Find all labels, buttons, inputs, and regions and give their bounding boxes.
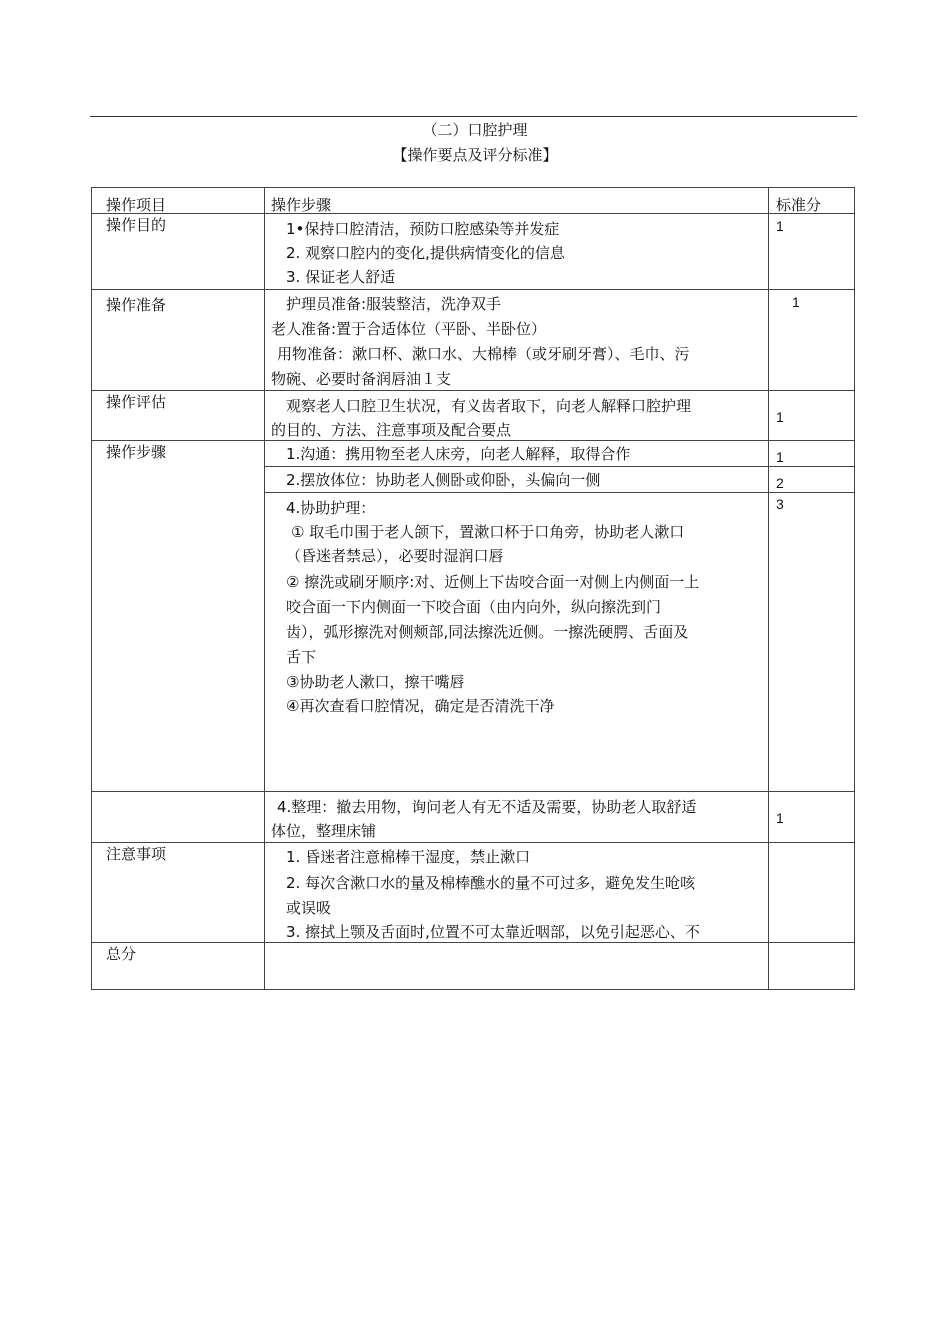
item-assess: 操作评估: [106, 393, 167, 411]
row-divider: [91, 791, 855, 792]
row-divider: [91, 842, 855, 843]
note-line: 3. 擦拭上颚及舌面时,位置不可太靠近咽部，以免引起恶心、不: [286, 923, 700, 941]
assist-line: ① 取毛巾围于老人颌下，置漱口杯于口角旁，协助老人漱口: [291, 523, 685, 541]
score-assess: 1: [776, 409, 784, 425]
top-rule: [90, 116, 857, 117]
prep-line: 老人准备:置于合适体位（平卧、半卧位）: [271, 320, 547, 338]
assist-line: （昏迷者禁忌），必要时湿润口唇: [286, 547, 504, 565]
assist-line: 舌下: [286, 648, 317, 666]
assist-line: ② 擦洗或刷牙顺序:对、近侧上下齿咬合面一对侧上内侧面一上: [286, 573, 700, 591]
header-steps: 操作步骤: [271, 196, 332, 214]
item-notes: 注意事项: [106, 845, 167, 863]
prep-line: 用物准备：漱口杯、漱口水、大棉棒（或牙刷牙膏）、毛巾、污: [277, 345, 690, 363]
note-line: 1. 昏迷者注意棉棒干湿度，禁止漱口: [286, 848, 531, 866]
score-purpose: 1: [776, 218, 784, 234]
assist-line: ③协助老人漱口，擦干嘴唇: [286, 673, 465, 691]
purpose-line: 2. 观察口腔内的变化,提供病情变化的信息: [286, 244, 565, 262]
row-divider: [91, 213, 855, 214]
header-item: 操作项目: [106, 196, 167, 214]
column-divider: [768, 187, 769, 990]
row-divider: [91, 390, 855, 391]
table-border-top: [91, 187, 855, 188]
page-subtitle: 【操作要点及评分标准】: [392, 146, 558, 164]
item-prep: 操作准备: [106, 296, 167, 314]
score-step-1: 1: [776, 449, 784, 465]
header-score: 标准分: [776, 196, 822, 214]
item-total: 总分: [106, 945, 137, 963]
assess-line: 观察老人口腔卫生状况，有义齿者取下，向老人解释口腔护理: [286, 397, 692, 415]
item-steps: 操作步骤: [106, 443, 167, 461]
table-border-right: [854, 187, 855, 990]
purpose-line: 1•保持口腔清洁，预防口腔感染等并发症: [286, 220, 560, 238]
row-divider: [91, 289, 855, 290]
step-position: 2.摆放体位：协助老人侧卧或仰卧，头偏向一侧: [286, 471, 601, 489]
step-communicate: 1.沟通：携用物至老人床旁，向老人解释，取得合作: [286, 445, 631, 463]
table-border-left: [91, 187, 92, 990]
assess-line: 的目的、方法、注意事项及配合要点: [271, 421, 512, 439]
score-prep: 1: [792, 294, 800, 310]
note-line: 2. 每次含漱口水的量及棉棒醮水的量不可过多，避免发生呛咳: [286, 874, 696, 892]
tidy-line: 4.整理：撤去用物，询问老人有无不适及需要，协助老人取舒适: [277, 798, 697, 816]
assist-line: 齿），弧形擦洗对侧颊部,同法擦洗近侧。一擦洗硬腭、舌面及: [286, 623, 689, 641]
purpose-line: 3. 保证老人舒适: [286, 268, 396, 286]
row-divider: [91, 942, 855, 943]
assist-line: 4.协助护理：: [286, 499, 376, 517]
column-divider: [264, 187, 265, 990]
prep-line: 护理员准备:服装整洁，洗净双手: [286, 295, 502, 313]
score-step-2: 2: [776, 475, 784, 491]
score-step-4: 1: [776, 810, 784, 826]
tidy-line: 体位，整理床铺: [271, 822, 377, 840]
assist-line: ④再次查看口腔情况，确定是否清洗干净: [286, 697, 555, 715]
table-border-bottom: [91, 989, 855, 990]
page-title: （二）口腔护理: [422, 121, 528, 139]
prep-line: 物碗、必要时备润唇油１支: [271, 370, 452, 388]
item-purpose: 操作目的: [106, 216, 167, 234]
score-step-3: 3: [776, 496, 784, 512]
note-line: 或误吸: [286, 899, 332, 917]
assist-line: 咬合面一下内侧面一下咬合面（由内向外，纵向擦洗到门: [286, 598, 662, 616]
